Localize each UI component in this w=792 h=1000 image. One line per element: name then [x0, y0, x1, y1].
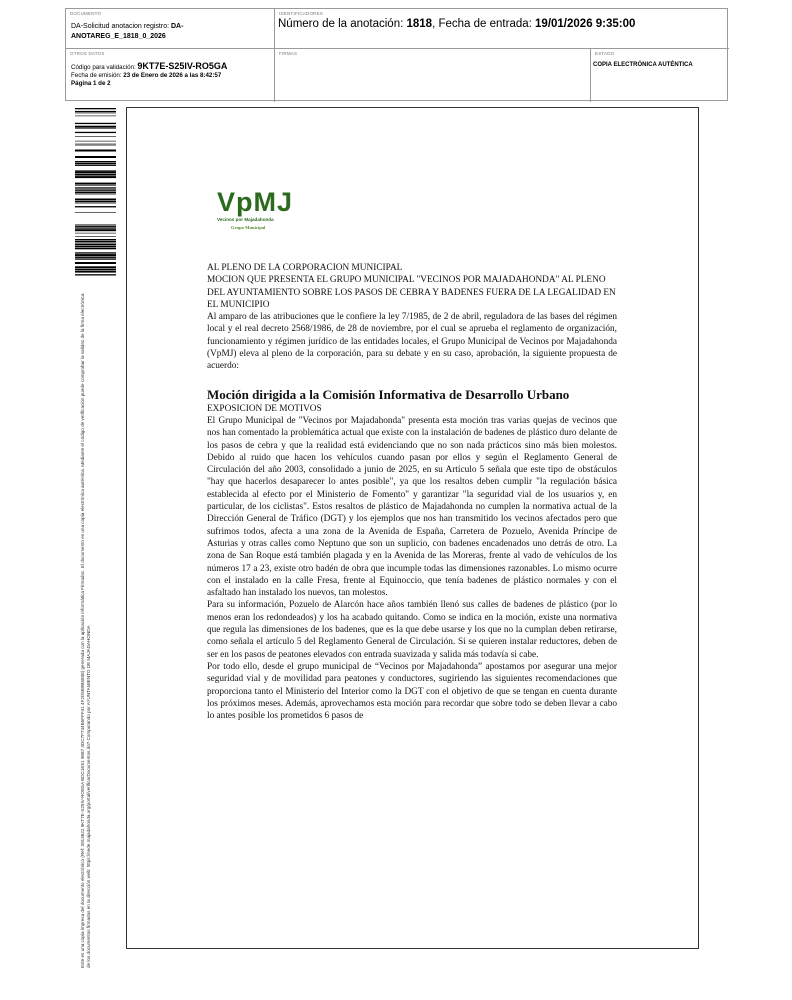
logo-subtitle: Vecinos por Majadahonda: [217, 217, 274, 222]
barcode-bar: [75, 206, 116, 207]
barcode-bar: [75, 233, 116, 234]
paragraph-motives: El Grupo Municipal de "Vecinos por Majadahonda" presenta esta moción tras varias quejas de vecinos que nos han comentado la problemática actual que existe con la instalación de badenes de plástico duro delante de los pasos de cebra y que la realidad está evidenciando que no son nada prácticos sino más bien molestos. Debido al ruido que hacen los vehículos cuando pasan por ellos y según el Reglamento General de Circulación del año 2003, consolidado a junio de 2025, en su Artículo 5 señala que este tipo de obstáculos "hay que hacerlos desaparecer lo antes posible", ya que los resaltos deben cumplir "la regulación básica establecida al efecto por el Ministerio de Fomento" y garantizar "la seguridad vial de los usuarios y, en particular, de los ciclistas". Estos resaltos de plástico de Majadahonda no cumplen la normativa actual de la Dirección General de Tráfico (DGT) y los ejemplos que nos han transmitido los vecinos afectados pero que sufrimos todos, afecta a una zona de la Avenida de España, Carretera de Pozuelo, Avenida Príncipe de Asturias y otras calles como Neptuno que son un suplicio, con badenes encadenados uno detrás de otro. La zona de San Roque está también plagada y en la Avenida de las Moreras, frente al vado de vehículos de los números 17 a 23, existe otro badén de obra que incumple todas las dimensiones razonables. Lo mismo ocurre con el instalado en la calle Fresa, frente al Equinoccio, que tenía badenes de plástico normales y con el asfaltado han instalado los nuevos, tan molestos.: [207, 415, 617, 599]
addressee: AL PLENO DE LA CORPORACION MUNICIPAL: [207, 263, 403, 273]
barcode-bar: [75, 252, 116, 253]
documento-value: DA-Solicitud anotacion registro: DA-ANOTAREG_E_1818_0_2026: [71, 23, 184, 40]
barcode-bar: [75, 269, 116, 270]
barcode-bar: [75, 246, 116, 248]
firmas-label: FIRMAS: [279, 51, 298, 56]
barcode-bar: [75, 183, 116, 185]
identificadores-cell: [275, 9, 729, 49]
barcode-bar: [75, 174, 116, 176]
identificadores-label: IDENTIFICADORES: [279, 11, 324, 16]
barcode-bar: [75, 199, 116, 201]
logo-group: Grupo Municipal: [231, 225, 266, 230]
barcode-bar: [75, 258, 116, 259]
barcode-bar: [75, 239, 116, 240]
commission-heading: Moción dirigida a la Comisión Informativa de Desarrollo Urbano: [207, 386, 570, 402]
barcode-bar: [75, 248, 116, 249]
page-count: Página 1 de 2: [71, 80, 111, 87]
barcode-bar: [75, 145, 116, 146]
estado-label: ESTADO: [595, 51, 615, 56]
barcode-bar: [75, 257, 116, 258]
paragraph-conclusion: Por todo ello, desde el grupo municipal de “Vecinos por Majadahonda” apostamos por asegurar una mejor seguridad vial y de movilidad para peatones y conductores, sugiriendo las siguientes recomendaciones que proporciona tanto el Ministerio del Interior como la DGT con el objetivo de que se tengan en cuenta durante los próximos meses. Además, aprovechamos esta moción para recordar que sobre todo se deben llevar a cabo lo antes posible los prometidos 6 pasos de: [207, 661, 617, 722]
barcode-bar: [75, 271, 116, 273]
estado-cell: [591, 49, 729, 102]
section-heading: EXPOSICION DE MOTIVOS: [207, 403, 322, 414]
barcode-bar: [75, 254, 116, 256]
barcode-bar: [75, 192, 116, 193]
otros-datos-values: Código para validación: 9KT7E-S25IV-RO5GA Fecha de emisión: 23 de Enero de 2026 a las 8:42:57 Página 1 de 2: [71, 61, 228, 87]
document-header: [65, 8, 728, 101]
barcode-bar: [75, 194, 116, 195]
barcode-bar: [75, 150, 116, 152]
emission-date: 23 de Enero de 2026 a las 8:42:57: [123, 72, 222, 79]
barcode-bar: [75, 128, 116, 129]
barcode-bar: [75, 161, 116, 162]
documento-cell: [66, 9, 275, 49]
barcode-bar: [75, 190, 116, 191]
barcode-bar: [75, 116, 116, 117]
barcode-bar: [75, 262, 116, 264]
barcode-bar: [75, 243, 116, 244]
barcode-bar: [75, 274, 116, 275]
barcode-bar: [75, 244, 116, 245]
barcode-bar: [75, 203, 116, 204]
side-verification-text: Este es una copia impresa del documento electrónico (Ref: 3914622 9KT7E-S25IV-RO5GA BDC1E51 9887 4DC7F744B5FFF41 4F2D5B9B5808) generada con la aplicación informática Firmadoc. El documento es una copia electrónica auténtica. Mediante el código de verificación puede comprobar la validez de la firma electrónica de los documentos firmados en la dirección web: https://sede.majadahonda.org/portal/verificarDocumentos.do? Computando por AYUNTAMIENTO DE MAJADAHONDA: [80, 293, 92, 968]
barcode-bar: [75, 111, 116, 112]
barcode-bar: [75, 229, 116, 231]
barcode-bar: [75, 113, 116, 114]
barcode-bar: [75, 165, 116, 166]
barcode-bar: [75, 163, 116, 164]
motion-title: MOCION QUE PRESENTA EL GRUPO MUNICIPAL "VECINOS POR MAJADAHONDA" AL PLENO DEL AYUNTAMIENTO SOBRE LOS PASOS DE CEBRA Y BADENES FUERA DE LA LEGALIDAD EN EL MUNICIPIO: [207, 275, 616, 310]
barcode-bar: [75, 227, 116, 228]
barcode: [75, 108, 116, 276]
barcode-bar: [75, 176, 116, 178]
paragraph-pozuelo: Para su información, Pozuelo de Alarcón hace años también llenó sus calles de badenes de plástico (por lo menos eran los redondeados) y los ha acabado quitando. Como se indica en la moción, existe una normativa que regula las dimensiones de los badenes, que es la que debe usarse y los que no la cumplan deben retirarse, como señala el artículo 5 del Reglamento General de Circulación. Si se quieren instalar reductores, deben de ser en los pasos de peatones elevados con entrada suavizada y salida más todavía si cabe.: [207, 600, 617, 660]
firmas-cell: [275, 49, 591, 102]
barcode-bar: [75, 141, 116, 142]
barcode-bar: [75, 226, 116, 227]
barcode-bar: [75, 156, 116, 158]
validation-code: 9KT7E-S25IV-RO5GA: [137, 61, 228, 71]
estado-value: COPIA ELECTRÓNICA AUTÉNTICA: [593, 62, 693, 68]
anotacion-text: Número de la anotación: 1818, Fecha de entrada: 19/01/2026 9:35:00: [278, 18, 636, 30]
barcode-bar: [75, 236, 116, 237]
document-body: [207, 262, 617, 722]
barcode-bar: [75, 266, 116, 268]
scanned-page: [126, 107, 699, 949]
vpmj-logo: [217, 188, 293, 230]
barcode-bar: [75, 108, 116, 109]
logo-main-text: VpMJ: [217, 187, 294, 217]
barcode-bar: [75, 189, 116, 190]
barcode-bar: [75, 132, 116, 133]
barcode-bar: [75, 185, 116, 186]
barcode-bar: [75, 187, 116, 188]
barcode-bar: [75, 201, 116, 202]
otros-datos-cell: [66, 49, 275, 102]
intro-paragraph: Al amparo de las atribuciones que le confiere la ley 7/1985, de 2 de abril, reguladora de las bases del régimen local y el real decreto 2568/1986, de 28 de noviembre, por el cual se aprueba el reglamento de organización, funcionamiento y régimen jurídico de las entidades locales, el Grupo Municipal de Vecinos por Majadahonda (VpMJ) eleva al pleno de la corporación, para su debate y en su caso, aprobación, la siguiente propuesta de acuerdo:: [207, 312, 617, 372]
barcode-bar: [75, 126, 116, 128]
barcode-bar: [75, 144, 116, 145]
barcode-bar: [75, 170, 116, 171]
barcode-bar: [75, 136, 116, 137]
documento-label: DOCUMENTO: [70, 11, 102, 16]
barcode-bar: [75, 123, 116, 124]
barcode-bar: [75, 225, 116, 226]
barcode-bar: [75, 171, 116, 173]
barcode-bar: [75, 212, 116, 213]
otros-datos-label: OTROS DATOS: [70, 51, 105, 56]
barcode-bar: [75, 241, 116, 242]
